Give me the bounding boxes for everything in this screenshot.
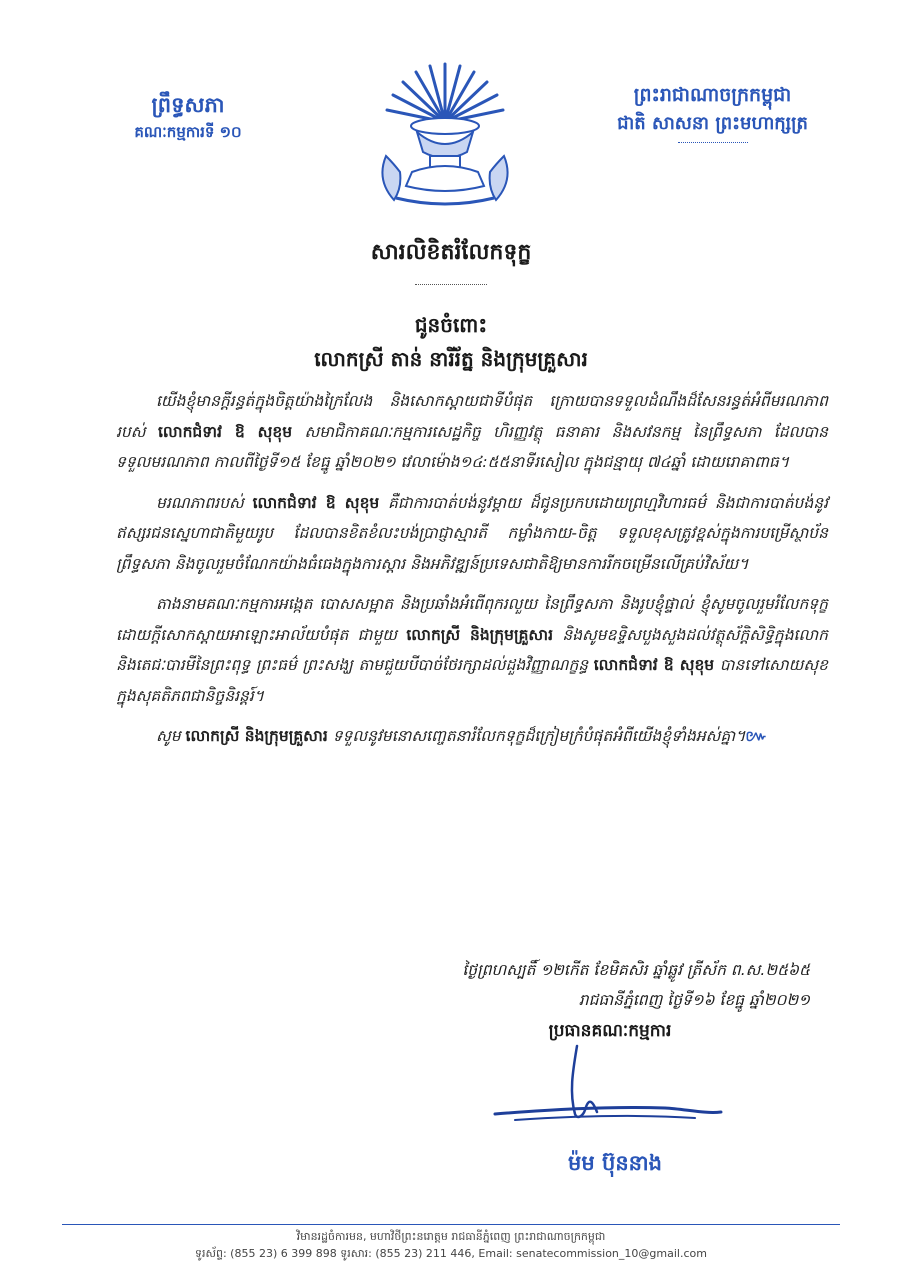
letter-body (116, 386, 828, 762)
signer-name: ម៉ម ប៊ុននាង (568, 1151, 662, 1175)
signer-title: ប្រធានគណៈកម្មការ (548, 1021, 672, 1041)
paragraph-3-text-b: និងសូមឧទ្ទិសបួងសួងដល់វត្ថុស័ក្តិសិទ្ធិក្នុងលោក និងតេជៈបារមីនៃព្រះពុទ្ធ ព្រះធម៌ ព្រះសង្ឃ តាមជួយបីបាច់ថែរក្សាដល់ដួងវិញ្ញាណក្ខន្ធ (116, 625, 828, 674)
paragraph-3 (116, 589, 828, 711)
addressee-label: ជូនចំពោះ (414, 313, 488, 337)
paragraph-4 (116, 721, 828, 752)
paragraph-1 (116, 386, 828, 478)
footer (0, 1228, 902, 1262)
kingdom-header (580, 80, 845, 149)
title-ornament (415, 284, 487, 289)
lunar-date: ថ្ងៃព្រហស្បតិ៍ ១២កើត ខែមិគសិរ ឆ្នាំឆ្លូវ ត្រីស័ក ព.ស.២៥៦៥ (462, 961, 810, 979)
paragraph-1-text-a: យើងខ្ញុំមានក្តីរន្ធត់ក្នុងចិត្តយ៉ាងក្រៃលែង និងសោកស្តាយជាទីបំផុត ក្រោយបានទទួលដំណឹងដ៏សែនរន្ធត់អំពីមរណភាពរបស់ (116, 392, 828, 441)
date-block (330, 955, 810, 1015)
commission-name: គណៈកម្មការទី ១០ (134, 123, 242, 141)
document-title: សារលិខិតរំលែកទុក្ខ (370, 240, 532, 265)
footer-address: វិមានរដ្ឋចំការមន, មហាវិថីព្រះនរោត្តម រាជធានីភ្នំពេញ ព្រះរាជាណាចក្រកម្ពុជា (296, 1230, 606, 1243)
national-motto: ជាតិ សាសនា ព្រះមហាក្សត្រ (617, 113, 808, 134)
addressee-name: លោកស្រី តាន់ នារីរ័ត្ន និងក្រុមគ្រួសារ (314, 347, 588, 371)
senate-emblem-icon (372, 60, 518, 210)
footer-divider (62, 1224, 840, 1225)
paragraph-2-text-b: គឺជាការបាត់បង់នូវម្តាយ ដ៏ជូនប្រកបដោយព្រហ្មវិហារធម៌ និងជាការបាត់បង់នូវឥស្សរជនស្នេហាជាតិមួយរូប ដែលបានខិតខំលះបង់ប្រាជ្ញាស្មារតី កម្លាំងកាយ-ចិត្ត ទទួលខុសត្រូវខ្ពស់ក្នុងការបម្រើស្ថាប័នព្រឹទ្ធសភា និងចូលរួមចំណែកយ៉ាងធំធេងក្នុងការស្តារ និងអភិវឌ្ឍន៍ប្រទេសជាតិឱ្យមានការរីកចម្រើនលើគ្រប់វិស័យ។ (116, 493, 828, 573)
paragraph-3-text-a: តាងនាមគណៈកម្មការអង្កេត បោសសម្អាត និងប្រឆាំងអំពើពុករលួយ នៃព្រឹទ្ធសភា និងរូបខ្ញុំផ្ទាល់ ខ្ញុំសូមចូលរួមរំលែកទុក្ខដោយក្តីសោកស្តាយអាឡោះអាល័យបំផុត ជាមួយ (116, 595, 828, 644)
header-ornament (678, 142, 748, 149)
solar-date: រាជធានីភ្នំពេញ ថ្ងៃទី១៦ ខែធ្នូ ឆ្នាំ២០២១ (578, 991, 810, 1009)
deceased-name: លោកជំទាវ ឱ សុខុម (593, 656, 715, 674)
senate-header (108, 90, 268, 144)
end-mark: ៚ (745, 727, 768, 745)
deceased-name: លោកជំទាវ ឱ សុខុម (252, 493, 380, 512)
handwritten-signature-icon (485, 1040, 725, 1130)
family-name: លោកស្រី និងក្រុមគ្រួសារ (185, 727, 328, 745)
deceased-name: លោកជំទាវ ឱ សុខុម (157, 422, 293, 441)
senate-name: ព្រឹទ្ធសភា (151, 93, 225, 117)
paragraph-2 (116, 488, 828, 580)
kingdom-name: ព្រះរាជាណាចក្រកម្ពុជា (633, 84, 792, 106)
footer-contact: ទូរស័ព្ទ: (855 23) 6 399 898 ទូរសារ: (855 23) 211 446, Email: senatecommission_10@gmail.com (195, 1247, 707, 1260)
paragraph-4-text-b: ទទួលនូវមនោសញ្ចេតនារំលែកទុក្ខដ៏ក្រៀមក្រំបំផុតអំពីយើងខ្ញុំទាំងអស់គ្នា។ (327, 727, 746, 745)
paragraph-1-text-b: សមាជិកាគណៈកម្មការសេដ្ឋកិច្ច ហិរញ្ញវត្ថុ ធនាគារ និងសវនកម្ម នៃព្រឹទ្ធសភា ដែលបានទទួលមរណភាព កាលពីថ្ងៃទី១៥ ខែធ្នូ ឆ្នាំ២០២១ វេលាម៉ោង១៤:៥៥នាទីរសៀល ក្នុងជន្មាយុ ៧៤ឆ្នាំ ដោយរោគាពាធ។ (116, 422, 828, 471)
family-name: លោកស្រី និងក្រុមគ្រួសារ (406, 625, 554, 644)
paragraph-2-text-a: មរណភាពរបស់ (156, 493, 253, 512)
paragraph-3-text-c: បានទៅសោយសុខក្នុងសុគតិភពជានិច្ចនិរន្តរ៍។ (116, 656, 829, 705)
paragraph-4-text-a: សូម (156, 727, 186, 745)
